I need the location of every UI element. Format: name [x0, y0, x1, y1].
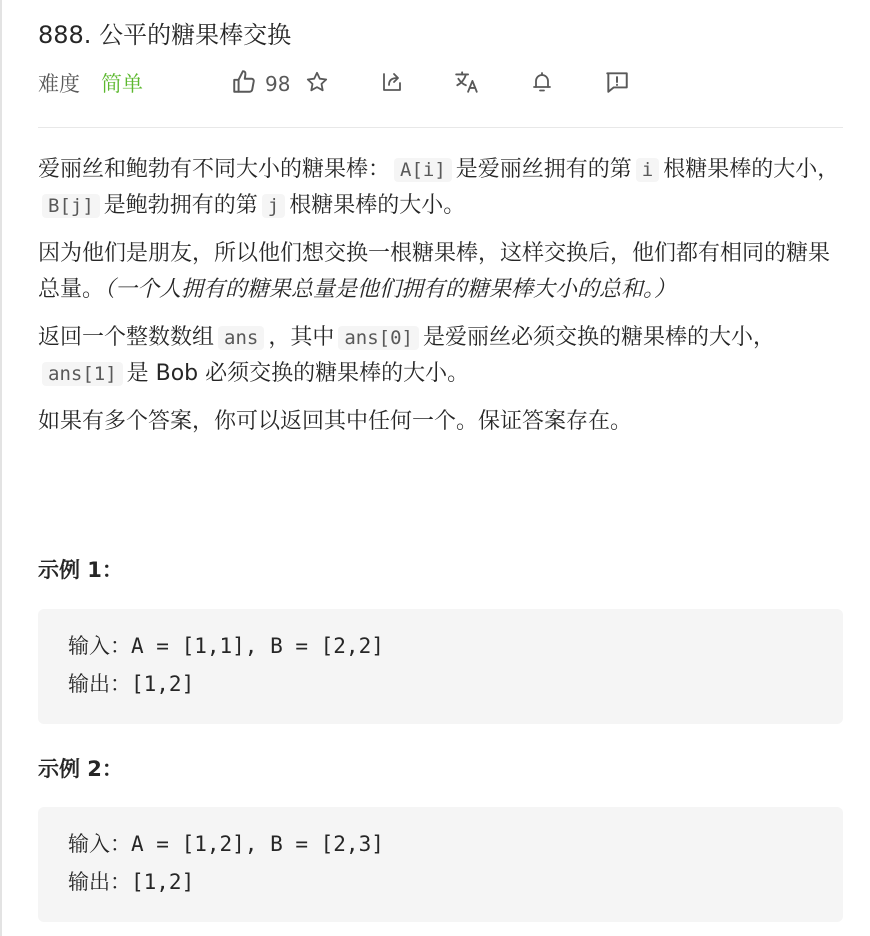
bell-icon [530, 70, 554, 98]
example-title: 示例 1： [38, 558, 123, 582]
example-block [38, 807, 843, 922]
problem-meta-bar [38, 66, 843, 102]
translate-icon [454, 69, 480, 99]
inline-code: B[j] [42, 194, 100, 218]
description-paragraph: 如果有多个答案，你可以返回其中任何一个。保证答案存在。 [38, 409, 633, 434]
share-icon [380, 70, 404, 98]
description-text: 是鲍勃拥有的第 [103, 193, 258, 218]
description-text: ，其中 [268, 325, 335, 350]
description-text: 是爱丽丝必须交换的糖果棒的大小， [423, 325, 776, 350]
description-text: 爱丽丝和鲍勃有不同大小的糖果棒： [38, 157, 391, 182]
description-text: 返回一个整数数组 [38, 325, 215, 350]
example-block [38, 609, 843, 724]
problem-description [38, 152, 843, 452]
feedback-icon [604, 69, 630, 99]
description-text: 根糖果棒的大小。 [289, 193, 466, 218]
inline-code: ans[1] [42, 362, 123, 386]
left-border [0, 0, 2, 936]
description-text: 是爱丽丝拥有的第 [455, 157, 632, 182]
inline-code: ans[0] [338, 326, 419, 350]
favorite-button[interactable] [303, 70, 331, 98]
feedback-button[interactable] [603, 70, 631, 98]
inline-code: i [636, 158, 659, 182]
share-button[interactable] [378, 70, 406, 98]
notification-button[interactable] [528, 70, 556, 98]
example-output: 输出：[1,2] [68, 672, 195, 696]
example-input: 输入：A = [1,1], B = [2,2] [68, 634, 384, 658]
divider [38, 127, 843, 128]
example-title: 示例 2： [38, 757, 123, 781]
description-note: （一个人拥有的糖果总量是他们拥有的糖果棒大小的总和。） [104, 277, 677, 302]
description-text: 是 Bob 必须交换的糖果棒的大小。 [126, 361, 470, 386]
inline-code: ans [218, 326, 264, 350]
thumbs-up-icon [231, 69, 257, 99]
description-paragraph [38, 236, 843, 308]
description-paragraph [38, 152, 843, 224]
example-output: 输出：[1,2] [68, 870, 195, 894]
problem-title: 888. 公平的糖果棒交换 [38, 21, 292, 49]
like-button[interactable] [231, 70, 290, 98]
star-icon [305, 70, 329, 98]
example-input: 输入：A = [1,2], B = [2,3] [68, 832, 384, 856]
description-text: 根糖果棒的大小， [663, 157, 840, 182]
inline-code: A[i] [394, 158, 452, 182]
inline-code: j [262, 194, 285, 218]
difficulty-label: 难度 [38, 72, 80, 96]
translate-button[interactable] [453, 70, 481, 98]
description-text: 因为他们是朋友，所以他们想交换一根糖果棒，这样交换后，他们都有相同的糖果总量。 [38, 241, 831, 302]
description-paragraph [38, 320, 843, 392]
difficulty-badge: 简单 [101, 72, 143, 96]
like-count: 98 [265, 72, 291, 96]
